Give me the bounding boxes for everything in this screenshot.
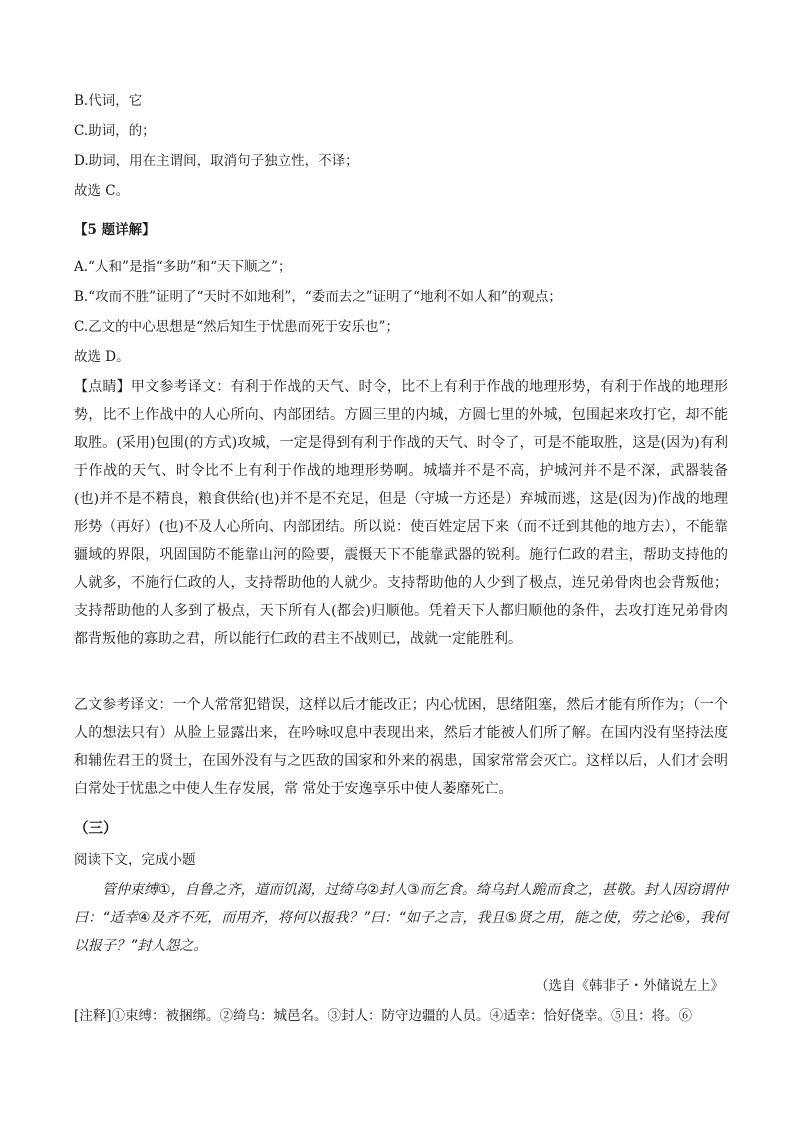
- q5-answer: 故选 D。: [74, 349, 130, 365]
- section-heading: （三）: [74, 820, 118, 837]
- source-citation: （选自《韩非子・外储说左上》: [535, 978, 724, 994]
- reading-instruction: 阅读下文，完成小题: [74, 852, 196, 868]
- q5-heading: 【5 题详解】: [74, 222, 156, 238]
- q5-option-a: A.“人和”是指“多助”和“天下顺之”；: [74, 259, 292, 275]
- option-c: C.助词，的；: [74, 123, 156, 139]
- q5-option-c: C.乙文的中心思想是“然后知生于忧患而死于安乐也”；: [74, 319, 399, 335]
- option-b: B.代词，它: [74, 93, 143, 109]
- option-d: D.助词，用在主谓间，取消句子独立性，不译；: [74, 153, 359, 169]
- classical-passage: 管仲束缚①，自鲁之齐，道而饥渴，过绮乌②封人③而乞食。绮乌封人跪而食之，甚敬。封人因窃谓仲曰：“适幸④及齐不死，而用齐，将何以报我？”曰：“如子之言，我且⑤贤之用，能之使，劳之论⑥，我何以报子？”封人怨之。: [74, 882, 728, 954]
- jia-translation: 【点睛】甲文参考译文：有利于作战的天气、时令，比不上有利于作战的地理形势，有利于作战的地理形势，比不上作战中的人心所向、内部团结。方圆三里的内城，方圆七里的外城，包围起来攻打它，却不能取胜。(采用)包围(的方式)攻城，一定是得到有利于作战的天气、时令了，可是不能取胜，这是(因为)有利于作战的天气、时令比不上有利于作战的地理形势啊。城墙并不是不高，护城河并不是不深，武器装备(也)并不是不精良，粮食供给(也)并不是不充足，但是（守城一方还是）弃城而逃，这是(因为)作战的地理形势（再好）(也)不及人心所向、内部团结。所以说：使百姓定居下来（而不迁到其他的地方去），不能靠疆域的界限，巩固国防不能靠山河的险要，震慑天下不能靠武器的锐利。施行仁政的君主，帮助支持他的人就多，不施行仁政的人，支持帮助他的人就少。支持帮助他的人少到了极点，连兄弟骨肉也会背叛他；支持帮助他的人多到了极点，天下所有人(都会)归顺他。凭着天下人都归顺他的条件，去攻打连兄弟骨肉都背叛他的寡助之君，所以能行仁政的君主不战则已，战就一定能胜利。: [74, 379, 728, 647]
- answer-line: 故选 C。: [74, 183, 130, 199]
- annotation-notes: [注释]①束缚：被捆绑。②绮乌：城邑名。③封人：防守边疆的人员。④适幸：恰好侥幸。⑤且：将。⑥: [74, 1008, 693, 1024]
- q5-option-b: B.“攻而不胜”证明了“天时不如地利”，“委而去之”证明了“地利不如人和”的观点；: [74, 289, 562, 305]
- yi-translation: 乙文参考译文：一个人常常犯错误，这样以后才能改正；内心忧困，思绪阻塞，然后才能有所作为；（一个人的想法只有）从脸上显露出来，在吟咏叹息中表现出来，然后才能被人们所了解。在国内没有坚持法度和辅佐君王的贤士，在国外没有与之匹敌的国家和外来的祸患，国家常常会灭亡。这样以后，人们才会明白常处于忧患之中使人生存发展，常 常处于安逸享乐中使人萎靡死亡。: [74, 697, 728, 797]
